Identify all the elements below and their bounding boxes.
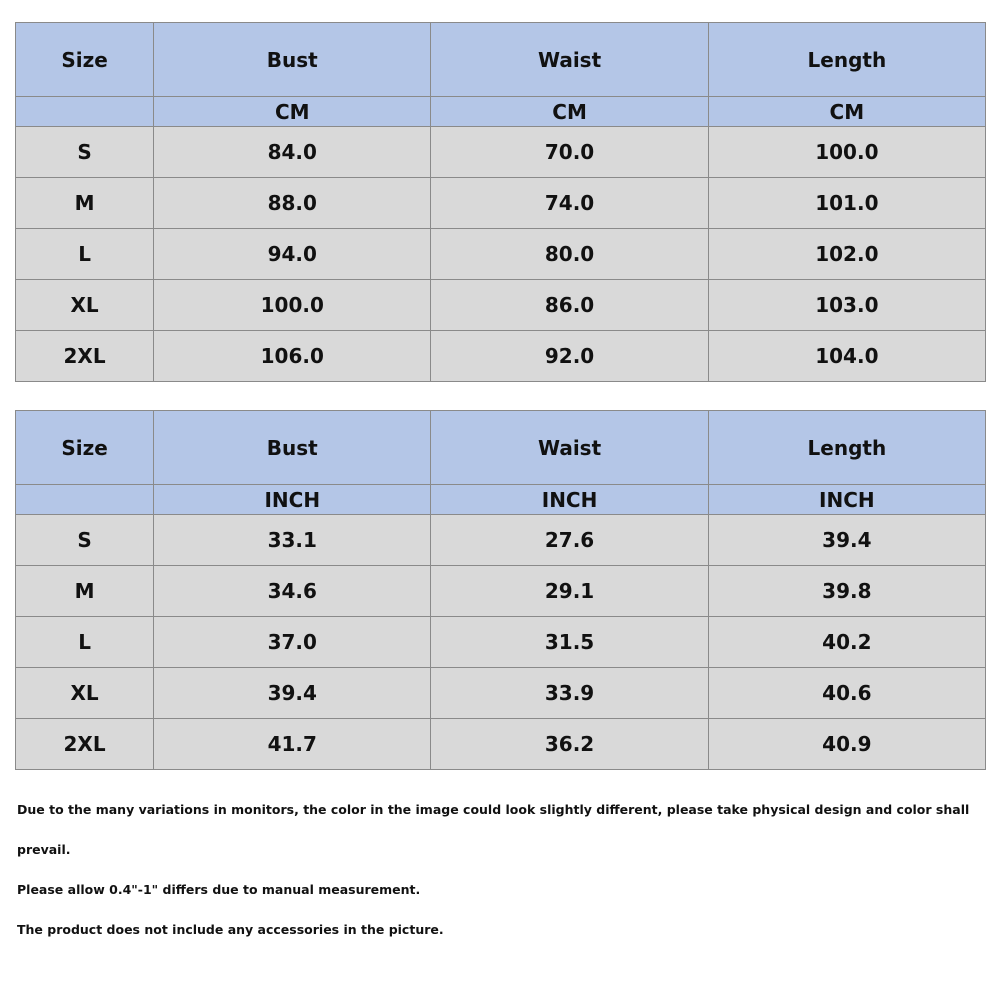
measurement-cell: 39.4 bbox=[154, 668, 431, 719]
measurement-cell: 74.0 bbox=[431, 178, 708, 229]
unit-cell bbox=[16, 97, 154, 127]
measurement-cell: 94.0 bbox=[154, 229, 431, 280]
measurement-cell: 41.7 bbox=[154, 719, 431, 770]
measurement-cell: 104.0 bbox=[708, 331, 985, 382]
size-cell: M bbox=[16, 566, 154, 617]
column-header: Bust bbox=[154, 411, 431, 485]
note-measurement: Please allow 0.4"-1" differs due to manual measurement. bbox=[17, 882, 421, 897]
measurement-cell: 27.6 bbox=[431, 515, 708, 566]
size-cell: S bbox=[16, 515, 154, 566]
size-cell: L bbox=[16, 229, 154, 280]
measurement-cell: 39.4 bbox=[708, 515, 985, 566]
note-accessories: The product does not include any accessories in the picture. bbox=[17, 922, 444, 937]
table-row bbox=[16, 229, 986, 280]
measurement-cell: 86.0 bbox=[431, 280, 708, 331]
measurement-cell: 33.1 bbox=[154, 515, 431, 566]
table-row bbox=[16, 668, 986, 719]
size-cell: 2XL bbox=[16, 719, 154, 770]
size-cell: M bbox=[16, 178, 154, 229]
unit-cell: CM bbox=[708, 97, 985, 127]
column-header: Size bbox=[16, 411, 154, 485]
table-body bbox=[16, 23, 986, 382]
measurement-cell: 102.0 bbox=[708, 229, 985, 280]
measurement-cell: 36.2 bbox=[431, 719, 708, 770]
table-row bbox=[16, 515, 986, 566]
table-row bbox=[16, 566, 986, 617]
column-header: Length bbox=[708, 23, 985, 97]
header-row bbox=[16, 23, 986, 97]
measurement-cell: 40.6 bbox=[708, 668, 985, 719]
table-row bbox=[16, 617, 986, 668]
table-row bbox=[16, 719, 986, 770]
column-header: Waist bbox=[431, 23, 708, 97]
size-cell: XL bbox=[16, 280, 154, 331]
size-cell: L bbox=[16, 617, 154, 668]
notes bbox=[17, 790, 992, 950]
measurement-cell: 101.0 bbox=[708, 178, 985, 229]
measurement-cell: 92.0 bbox=[431, 331, 708, 382]
header-row bbox=[16, 411, 986, 485]
size-table-inch bbox=[15, 410, 986, 770]
note-color-disclaimer: Due to the many variations in monitors, the color in the image could look slightly different, please take physical design and color shall prevail. bbox=[17, 802, 970, 857]
measurement-cell: 84.0 bbox=[154, 127, 431, 178]
unit-cell: CM bbox=[431, 97, 708, 127]
measurement-cell: 33.9 bbox=[431, 668, 708, 719]
measurement-cell: 29.1 bbox=[431, 566, 708, 617]
measurement-cell: 37.0 bbox=[154, 617, 431, 668]
measurement-cell: 100.0 bbox=[154, 280, 431, 331]
measurement-cell: 31.5 bbox=[431, 617, 708, 668]
size-cell: S bbox=[16, 127, 154, 178]
unit-cell bbox=[16, 485, 154, 515]
unit-row bbox=[16, 97, 986, 127]
table-row bbox=[16, 280, 986, 331]
measurement-cell: 106.0 bbox=[154, 331, 431, 382]
table-row bbox=[16, 178, 986, 229]
unit-cell: INCH bbox=[154, 485, 431, 515]
table-body bbox=[16, 411, 986, 770]
measurement-cell: 100.0 bbox=[708, 127, 985, 178]
column-header: Bust bbox=[154, 23, 431, 97]
measurement-cell: 80.0 bbox=[431, 229, 708, 280]
size-table-cm bbox=[15, 22, 986, 382]
measurement-cell: 103.0 bbox=[708, 280, 985, 331]
unit-cell: INCH bbox=[431, 485, 708, 515]
measurement-cell: 40.2 bbox=[708, 617, 985, 668]
column-header: Length bbox=[708, 411, 985, 485]
unit-cell: INCH bbox=[708, 485, 985, 515]
measurement-cell: 39.8 bbox=[708, 566, 985, 617]
table-row bbox=[16, 127, 986, 178]
table-row bbox=[16, 331, 986, 382]
size-cell: 2XL bbox=[16, 331, 154, 382]
measurement-cell: 70.0 bbox=[431, 127, 708, 178]
measurement-cell: 88.0 bbox=[154, 178, 431, 229]
unit-cell: CM bbox=[154, 97, 431, 127]
measurement-cell: 40.9 bbox=[708, 719, 985, 770]
unit-row bbox=[16, 485, 986, 515]
measurement-cell: 34.6 bbox=[154, 566, 431, 617]
column-header: Size bbox=[16, 23, 154, 97]
column-header: Waist bbox=[431, 411, 708, 485]
size-cell: XL bbox=[16, 668, 154, 719]
